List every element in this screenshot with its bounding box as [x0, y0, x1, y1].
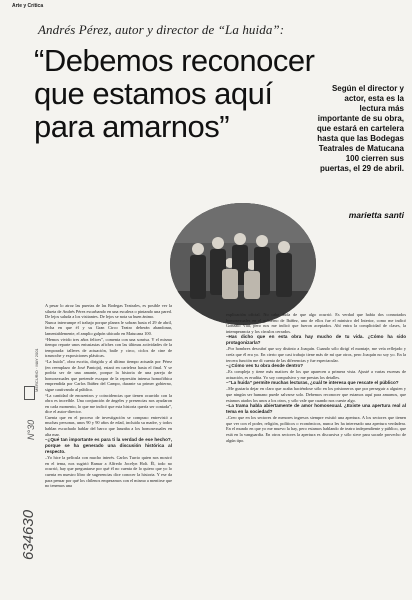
byline: marietta santi	[348, 210, 404, 220]
article-paragraph: A pesar lo atroz las puertas de las Bodegas Teatrales, es posible ver la silueta de Andrés Pérez escarbando en una escalera o pintando una pared. De lejos saluda a los visitantes. De lejos se nota su buen ánimo.	[45, 303, 172, 320]
article-paragraph: –Creo que en los sectores de menores ingresos siempre existió una apertura. A los sectores que tienen que ver con el poder, religión, políticos o económicos, nunca les ha interesado una apertura verdadera. En el mundo en que yo me muevo la hay, pero estamos hablando de teatro independiente y público, que está en la vanguardia. En otros sectores la apertura es discursiva y sólo sirve para sacarle provecho de algún tipo.	[226, 415, 406, 443]
interview-question: –¿Cómo ves tu obra desde dentro?	[226, 363, 304, 369]
handwritten-code: 634630	[20, 509, 37, 560]
headline-line: para amarnos”	[34, 109, 230, 144]
interview-question: –La trama habla abiertamente de amor homosexual. ¿Existe una apertura real al tema en la sociedad?	[226, 403, 406, 415]
headline-line: “Debemos reconocer	[34, 43, 315, 78]
article-paragraph: –Me gustaría dejar en claro que acaba haciéndose sólo en los prisioneros que por perseguir a alguien y que ningún ser humano puede salvarse solo. Debemos reconocer que estamos aquí para amarnos, que estamos atados los unos a los otros, y sólo vale que cuando nos cueste algo.	[226, 386, 406, 403]
article-paragraph: “La huida”, obra escrita, dirigida y al último tiempo actuada por Pérez (en reemplazo de José Pantoja), estará en cartelera hasta el final. Y se podría ser de una amante, porque la historia de una pareja de homosexuales que pretende escapar de la represión intensa homofóbica emprendida por Carlos Ibáñez del Campo, durante su primer gobierno, sigue cautivando al público.	[45, 358, 172, 392]
cast-photo-graphic	[170, 203, 316, 325]
headline-line: que estamos aquí	[34, 76, 273, 111]
interview-question: –“La huida” permite muchas lecturas, ¿cuál te interesa que rescate el público?	[226, 380, 399, 386]
article-paragraph: Cuenta que en el proceso de investigación se compuso entrevistó a muchas personas, unos 90 y 90 años de edad, incluida su madre, y todos hablan escuchado hablar del barco que lanzaba a los homosexuales en alta mar.	[45, 414, 172, 437]
article-column-1	[45, 303, 172, 489]
article-paragraph: Nunca interrumpe el trabajo porque planea le sobran hasta el 29 de abril, fecha en que él y su Gran Circo Teatro deberán abandonar, lamentablemente, el amplio galpón ubicado en Matucana 100.	[45, 319, 172, 336]
interview-question: –Has dicho que en esta obra hay mucho de tu vida. ¿Cómo ha sido protagonizarla?	[226, 334, 406, 346]
handwritten-note: N°30	[26, 419, 36, 440]
publication-stamp: MERCURIO · MAY 2001	[34, 348, 39, 392]
article-paragraph: –Por hombres descubrí que soy distinto a Joaquín. Cuando sólo dirigí el montaje, me veía reflejado y creía que él era yo. En cierto que casi trabajo tiene más de mí que otros, pero Joaquín no soy yo. En la tercera función me di cuenta de las diferencias y fue espectacular.	[226, 346, 406, 363]
kicker: Andrés Pérez, autor y director de “La huida”:	[38, 22, 285, 37]
article-column-2	[226, 312, 406, 443]
cast-photo	[170, 203, 316, 325]
article-paragraph: “La cantidad de encuentros y coincidencias que tienen ocurrido con la obra es increíble. Una conjunción de ángeles y presencias nos ayudaron en cada momento, lo que me indicó que esta historia quería ser contada”, dice el autor-director.	[45, 392, 172, 415]
interview-question: –¿Qué tan importante es para ti la verdad de ese hecho?, porque se ha generado una discusión histórica al respecto.	[45, 437, 172, 455]
section-label: Arte y Crítica	[12, 3, 44, 9]
article-paragraph: explicación oficial. No cabe duda de que algo ocurrió. Es verdad que había dos connotados homosexuales en el gobierno de Ibáñez, uno de ellos fue el ministro del Interior, como me indicó Gonzalo Vial, pero nos me indicó que fueron aceptados. Ahí entra la complicidad de clases, la intemperancia y los círculos cerrados.	[226, 312, 406, 334]
lead-paragraph: Según el director y actor, esta es la lectura más importante de su obra, que estará en cartelera hasta que las Bodegas Teatrales de Matucana 100 cierren sus puertas, el 29 de abril.	[316, 84, 404, 173]
article-paragraph: –Es compleja y tiene más matices de los que aparecen a primera vista. Ajusté a varias escenas de actuación, es erudita. Yo soy compulsivo y me prestas los detalles.	[226, 369, 406, 380]
article-paragraph: “Hemos vivido tres años felices”, comenta con una sonrisa. Y el mismo tiempo reparte unos entusiastas afiches con las últimas actividades de la temporada: talleres de actuación, baile y circo, ciclos de cine de trasnoche y exposiciones plásticas.	[45, 336, 172, 359]
article-paragraph: –Yo hice la película con mucho interés. Carlos Turrio quien nos mostró en el tema, nos sugirió Ramar a Alfredo Jocelyn Holt. Él, todo no ocurrió, hay que preguntarse por qué él no cuenta de lo quiero que yo lo cuenta en nuestro libro de sugerencias dice conocer la historia. Y ese da para pensar por qué los chilenos empezamos con el mismo a mentirse que no tenemos una	[45, 455, 172, 489]
headline	[34, 44, 324, 143]
